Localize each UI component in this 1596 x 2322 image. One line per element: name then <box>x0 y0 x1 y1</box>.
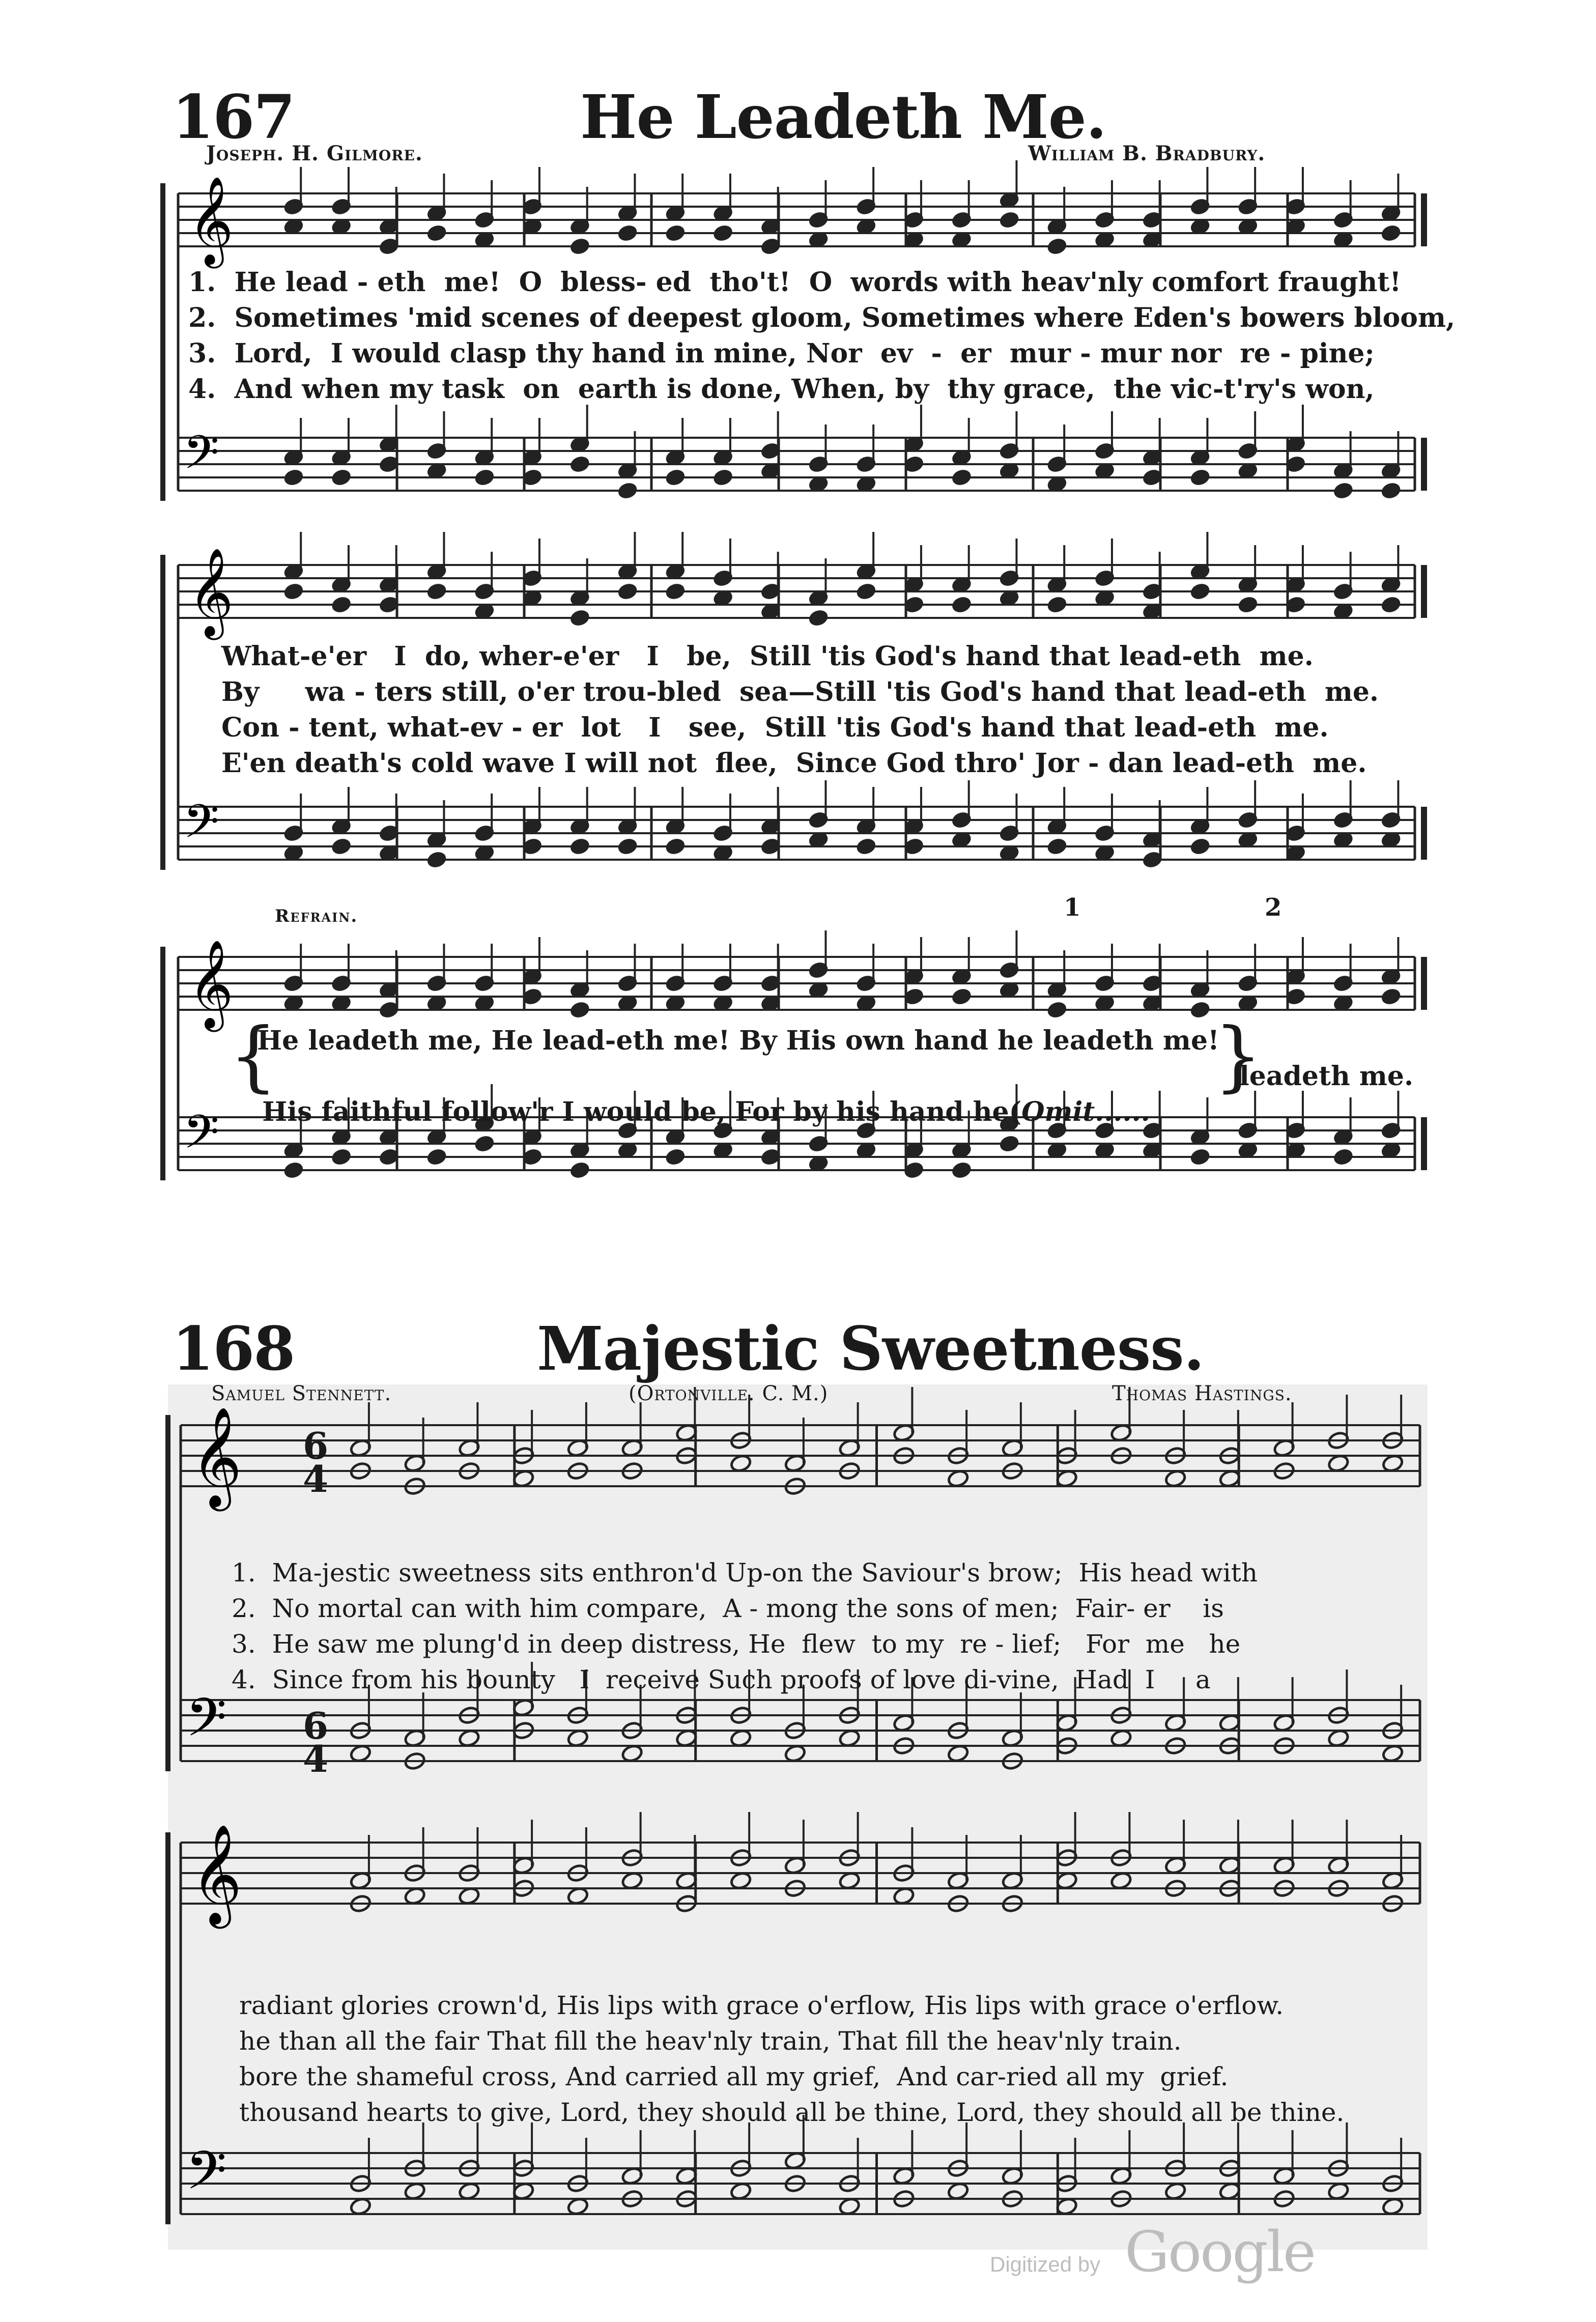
svg-text:𝄢: 𝄢 <box>183 795 219 860</box>
svg-text:𝄢: 𝄢 <box>183 1105 219 1170</box>
refrain-line-2-text: His faithful follow'r I would be, For by his hand he( <box>262 1096 1022 1127</box>
svg-text:𝄞: 𝄞 <box>191 1406 242 1507</box>
verse-line-2b: By wa - ters still, o'er trou-bled sea—Still 'tis God's hand that lead-eth me. <box>221 676 1379 707</box>
verse-168-line-2b: he than all the fair That fill the heav'nly train, That fill the heav'nly train. <box>239 2026 1182 2056</box>
time-sig-bottom-bass: 4 <box>303 1737 329 1780</box>
hymn-title-168: Majestic Sweetness. <box>537 1313 1204 1384</box>
verse-line-1b: What-e'er I do, wher-e'er I be, Still 'tis God's hand that lead-eth me. <box>221 641 1314 672</box>
watermark-brand: Google <box>1125 2219 1315 2284</box>
hymn-author-168: Samuel Stennett. <box>211 1382 392 1405</box>
treble-staff-168-2 <box>181 1812 1420 1929</box>
verse-line-4b: E'en death's cold wave I will not flee, Since God thro' Jor - dan lead-eth me. <box>221 748 1367 779</box>
verse-168-line-2: 2. No mortal can with him compare, A - mong the sons of men; Fair- er is <box>232 1594 1224 1623</box>
refrain-end: leadeth me. <box>1239 1061 1414 1092</box>
time-sig-top-bass: 6 <box>303 1704 329 1747</box>
hymn-tune-168: (Ortonville. C. M.) <box>629 1382 829 1405</box>
verse-line-3: 3. Lord, I would clasp thy hand in mine, Nor ev - er mur - mur nor re - pine; <box>188 338 1375 369</box>
refrain-brace-left: { <box>229 1012 278 1100</box>
treble-staff-168-1 <box>181 1387 1420 1511</box>
hymn-composer: William B. Bradbury. <box>1028 141 1266 165</box>
watermark-prefix: Digitized by <box>990 2252 1101 2276</box>
refrain-label: Refrain. <box>275 906 358 926</box>
hymn-composer-168: Thomas Hastings. <box>1112 1382 1292 1405</box>
svg-text:𝄞: 𝄞 <box>188 548 234 636</box>
verse-168-line-1: 1. Ma-jestic sweetness sits enthron'd Up-on the Saviour's brow; His head with <box>232 1558 1258 1588</box>
svg-text:𝄞: 𝄞 <box>191 1824 242 1924</box>
verse-line-2: 2. Sometimes 'mid scenes of deepest gloom, Sometimes where Eden's bowers bloom, <box>188 302 1456 333</box>
verse-168-line-3b: bore the shameful cross, And carried all my grief, And car-ried all my grief. <box>239 2062 1229 2091</box>
hymn-title: He Leadeth Me. <box>580 81 1106 152</box>
time-sig-top-treble: 6 <box>303 1424 329 1467</box>
verse-line-4: 4. And when my task on earth is done, When, by thy grace, the vic-t'ry's won, <box>188 374 1375 405</box>
refrain-brace-right: } <box>1214 1012 1263 1100</box>
svg-text:𝄢: 𝄢 <box>183 426 219 491</box>
svg-text:𝄢: 𝄢 <box>186 2140 227 2214</box>
verse-line-1: 1. He lead - eth me! O bless- ed tho't! O words with heav'nly comfort fraught! <box>188 267 1402 298</box>
verse-line-3b: Con - tent, what-ev - er lot I see, Still 'tis God's hand that lead-eth me. <box>221 712 1329 743</box>
ending-1-label: 1 <box>1064 893 1081 922</box>
refrain-line-1: He leadeth me, He lead-eth me! By His own hand he leadeth me! <box>257 1025 1219 1056</box>
verse-168-line-3: 3. He saw me plung'd in deep distress, He flew to my re - lief; For me he <box>232 1629 1241 1659</box>
verse-168-line-4b: thousand hearts to give, Lord, they should all be thine, Lord, they should all be thine. <box>239 2098 1345 2127</box>
verse-168-line-1b: radiant glories crown'd, His lips with grace o'erflow, His lips with grace o'erflow. <box>239 1991 1284 2020</box>
time-sig-bottom-treble: 4 <box>303 1457 329 1500</box>
verse-168-line-4: 4. Since from his bounty I receive Such proofs of love di-vine, Had I a <box>232 1665 1211 1694</box>
ending-2-label: 2 <box>1265 893 1282 922</box>
svg-text:𝄢: 𝄢 <box>186 1687 227 1761</box>
hymn-number: 167 <box>172 81 295 152</box>
hymn-number-168: 168 <box>172 1313 295 1384</box>
svg-text:𝄞: 𝄞 <box>188 176 234 265</box>
svg-text:𝄞: 𝄞 <box>188 940 234 1028</box>
refrain-omit: Omit...... <box>1021 1096 1150 1127</box>
hymn-author: Joseph. H. Gilmore. <box>206 141 423 165</box>
